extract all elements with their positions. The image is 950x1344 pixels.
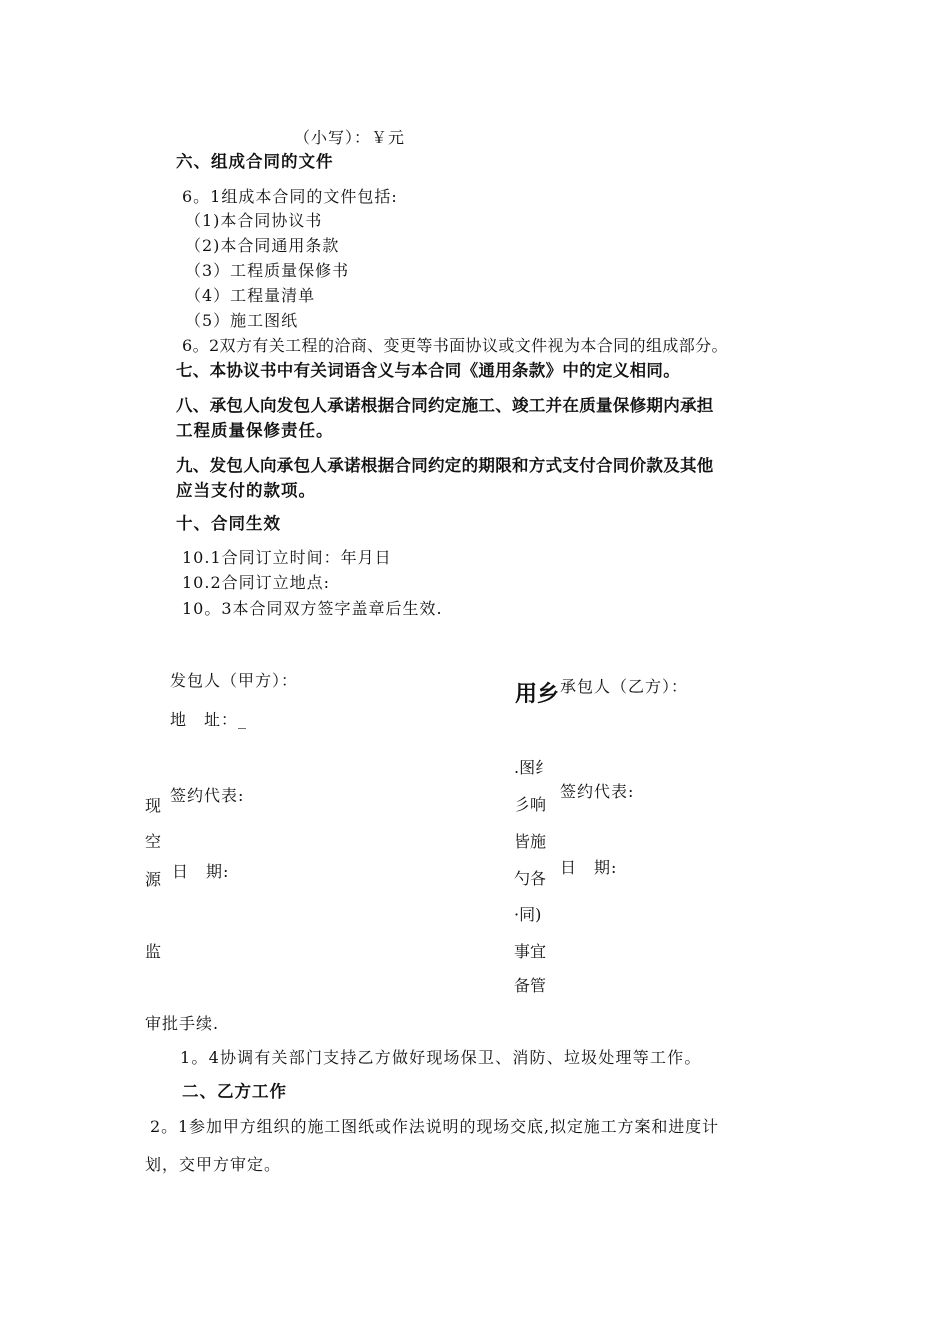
party-b-label: 承包人（乙方）： — [560, 677, 689, 696]
fragment-left: 源 — [145, 870, 162, 889]
clause-10-2: 10.2合同订立地点: — [182, 573, 331, 592]
fragment-mid: 勺各 — [514, 869, 547, 888]
fragment-mid: 彡响 — [514, 795, 547, 814]
fragment-mid: ·同) — [514, 905, 542, 924]
party-a-date: 日 期: — [172, 862, 230, 881]
fragment-mid: 皆施 — [514, 832, 547, 851]
clause-6-1-item-5: （5）施工图纸 — [185, 311, 299, 330]
fragment-mid: 事宜 — [514, 942, 547, 961]
section-9-line-1: 九、发包人向承包人承诺根据合同约定的期限和方式支付合同价款及其他 — [176, 456, 714, 475]
section-7: 七、本协议书中有关词语含义与本合同《通用条款》中的定义相同。 — [176, 361, 680, 380]
party-a-address: 地 址：_ — [170, 710, 248, 729]
clause-2-1-line-2: 划，交甲方审定。 — [145, 1155, 282, 1174]
party-b-duties-title: 二、乙方工作 — [182, 1082, 287, 1101]
party-a-representative: 签约代表: — [170, 786, 245, 805]
clause-1-4: 1。4协调有关部门支持乙方做好现场保卫、消防、垃圾处理等工作。 — [180, 1048, 702, 1067]
section-9-line-2: 应当支付的款项。 — [176, 481, 316, 500]
party-a-label: 发包人（甲方）： — [170, 671, 299, 690]
clause-6-1-item-2: （2)本合同通用条款 — [185, 236, 340, 255]
clause-6-1-item-4: （4）工程量清单 — [185, 286, 316, 305]
clause-6-1-item-1: （1)本合同协议书 — [185, 211, 323, 230]
clause-6-2: 6。2双方有关工程的洽商、变更等书面协议或文件视为本合同的组成部分。 — [182, 336, 728, 355]
party-b-representative: 签约代表: — [560, 782, 635, 801]
fragment-left: 现 — [145, 796, 162, 815]
clause-6-1: 6。1组成本合同的文件包括: — [182, 187, 398, 206]
fragment-left: 空 — [145, 832, 162, 851]
party-b-date: 日 期: — [560, 858, 618, 877]
section-8-line-2: 工程质量保修责任。 — [176, 421, 334, 440]
small-amount-line: （小写）：￥元 — [294, 128, 406, 147]
fragment-left: 监 — [145, 942, 162, 961]
section-10-title: 十、合同生效 — [176, 514, 281, 533]
approval-line: 审批手续. — [145, 1014, 220, 1033]
clause-2-1-line-1: 2。1参加甲方组织的施工图纸或作法说明的现场交底,拟定施工方案和进度计 — [150, 1117, 719, 1136]
fragment-mid: 备管 — [514, 976, 547, 995]
fragment-mid-heading: 用乡 — [515, 682, 560, 707]
section-8-line-1: 八、承包人向发包人承诺根据合同约定施工、竣工并在质量保修期内承担 — [176, 396, 714, 415]
clause-10-3: 10。3本合同双方签字盖章后生效. — [182, 599, 443, 618]
fragment-mid: .图纟 — [514, 758, 552, 777]
section-6-title: 六、组成合同的文件 — [176, 152, 334, 171]
clause-10-1: 10.1合同订立时间：年月日 — [182, 548, 392, 567]
clause-6-1-item-3: （3）工程质量保修书 — [185, 261, 350, 280]
